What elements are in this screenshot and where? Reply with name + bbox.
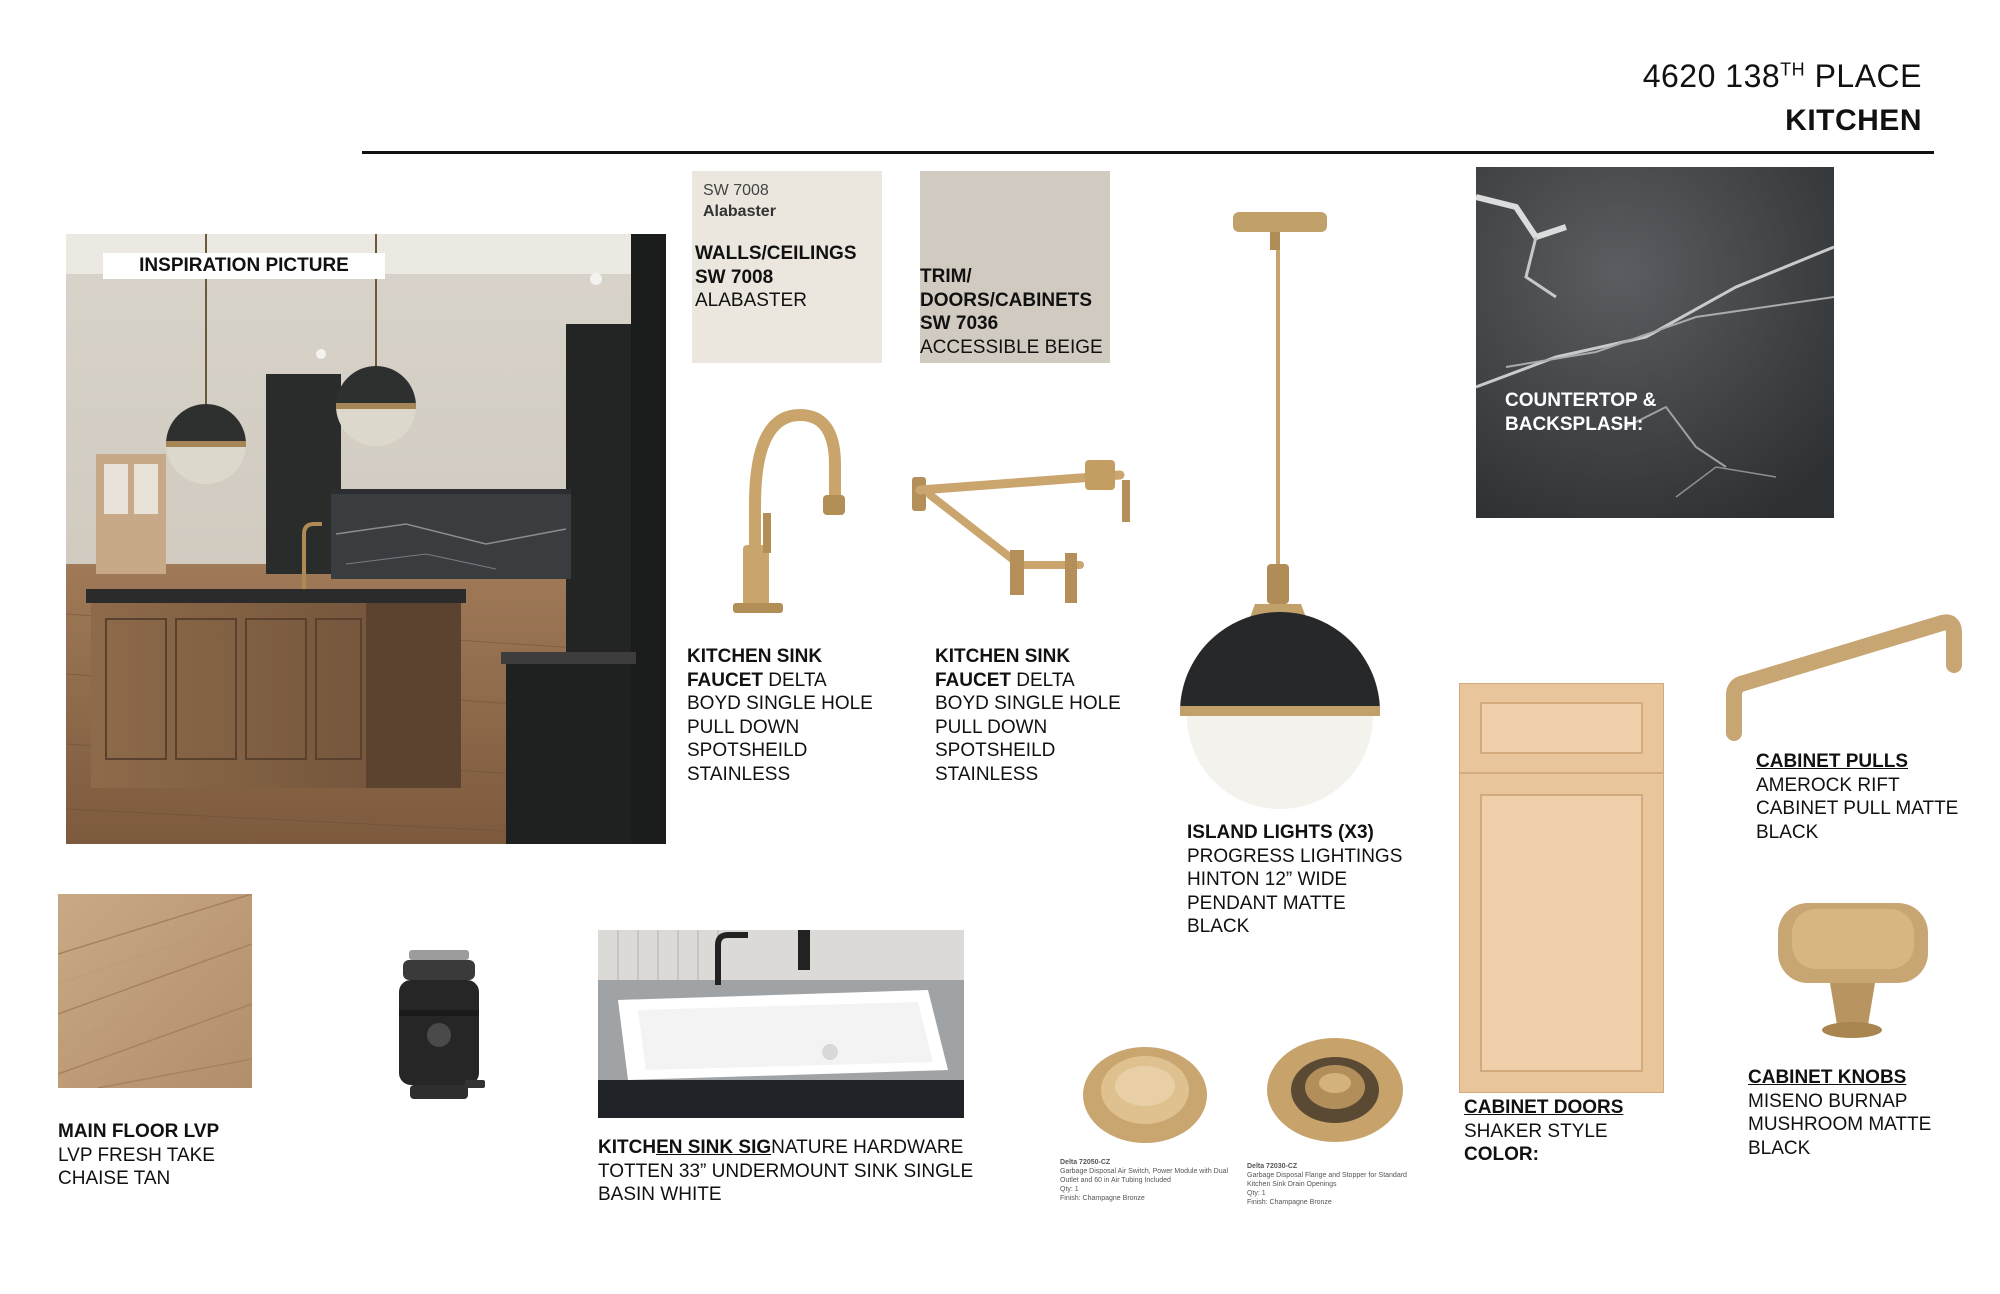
inspiration-photo [66, 234, 666, 844]
faucet-1-spec [687, 645, 873, 786]
island-lights-line-3: HINTON 12” WIDE [1187, 869, 1348, 890]
shaker-cabinet-door-image [1459, 683, 1664, 1093]
faucet-1-brand: DELTA [763, 669, 827, 691]
disposal-flange-image [1265, 1035, 1405, 1145]
cabinet-knobs-line-2: MUSHROOM MATTE [1748, 1114, 1932, 1135]
faucet-2-spec [935, 645, 1121, 786]
flange-spec [1247, 1162, 1422, 1207]
air-switch-image [1080, 1040, 1210, 1145]
faucet-1-line-5: SPOTSHEILD [687, 740, 808, 761]
cabinet-doors-spec [1464, 1096, 1623, 1167]
faucet-2-line-4: PULL DOWN [935, 716, 1048, 738]
air-switch-code: Delta 72050-CZ [1060, 1159, 1111, 1166]
inspiration-label-text: INSPIRATION PICTURE [139, 255, 349, 276]
cabinet-knobs-spec [1748, 1066, 1931, 1160]
cabinet-pulls-spec [1756, 750, 1958, 844]
trim-code: SW 7036 [920, 313, 999, 334]
address-suffix: PLACE [1805, 58, 1922, 94]
faucet-1-line-6: STAINLESS [687, 763, 791, 785]
walls-spec [695, 242, 857, 313]
flange-finish: Finish: Champagne Bronze [1247, 1199, 1332, 1206]
project-address [1643, 58, 1922, 95]
faucet-2-line-3: BOYD SINGLE HOLE [935, 693, 1121, 714]
sink-spec [598, 1136, 973, 1207]
faucet-2-line-5: SPOTSHEILD [935, 740, 1056, 761]
countertop-sample [1476, 167, 1834, 518]
cabinet-doors-style: SHAKER STYLE [1464, 1120, 1608, 1142]
sink-title-part-3: SIG [733, 1137, 772, 1158]
address-number: 4620 138 [1642, 58, 1781, 94]
kitchen-scene-image [66, 234, 666, 844]
pendant-light-image [1175, 212, 1385, 812]
kitchen-sink-image [598, 930, 964, 1118]
cabinet-pull-image [1722, 605, 1967, 745]
room-title: KITCHEN [1785, 104, 1922, 137]
cabinet-pulls-line-3: BLACK [1756, 821, 1819, 843]
trim-title-1: TRIM/ [920, 266, 972, 287]
island-lights-line-5: BLACK [1187, 916, 1250, 937]
island-lights-title: ISLAND LIGHTS (X3) [1187, 822, 1374, 843]
floor-line-3: CHAISE TAN [58, 1168, 171, 1189]
trim-title-2: DOORS/CABINETS [920, 289, 1093, 311]
sink-line-3: BASIN WHITE [598, 1184, 722, 1205]
sink-title-part-2: EN SINK [656, 1137, 734, 1158]
cabinet-knobs-title: CABINET KNOBS [1748, 1067, 1907, 1088]
cabinet-doors-title: CABINET DOORS [1464, 1097, 1624, 1118]
soapstone-texture-image [1476, 167, 1834, 518]
sink-brand: NATURE HARDWARE [771, 1137, 964, 1158]
cabinet-pulls-title: CABINET PULLS [1756, 751, 1908, 772]
header-divider [362, 151, 1934, 154]
cabinet-doors-color-label: COLOR: [1464, 1144, 1539, 1165]
flange-qty: Qty: 1 [1247, 1190, 1266, 1197]
faucet-2-line-6: STAINLESS [935, 763, 1039, 785]
countertop-label-1: COUNTERTOP & [1505, 390, 1657, 411]
flange-code: Delta 72030-CZ [1247, 1163, 1298, 1170]
cabinet-knobs-line-3: BLACK [1748, 1137, 1811, 1159]
faucet-1-title-2: FAUCET [687, 669, 763, 691]
cabinet-knobs-line-1: MISENO BURNAP [1748, 1090, 1908, 1112]
island-lights-line-4: PENDANT MATTE [1187, 892, 1346, 914]
air-switch-desc: Garbage Disposal Air Switch, Power Module with Dual Outlet and 60 in Air Tubing Included [1060, 1168, 1229, 1184]
sink-title-part-1: KITCH [598, 1137, 657, 1158]
trim-spec [920, 265, 1103, 359]
faucet-1-title: KITCHEN SINK [687, 646, 823, 667]
walls-color-name: ALABASTER [695, 290, 807, 311]
air-switch-finish: Finish: Champagne Bronze [1060, 1195, 1145, 1202]
floor-line-2: LVP FRESH TAKE [58, 1144, 215, 1166]
swatch-code: SW 7008 [703, 182, 769, 199]
swatch-name: Alabaster [703, 203, 776, 220]
cabinet-pulls-line-1: AMEROCK RIFT [1756, 774, 1900, 796]
pull-down-faucet-image [715, 395, 845, 615]
walls-title: WALLS/CEILINGS [695, 243, 857, 264]
floor-spec [58, 1120, 219, 1191]
garbage-disposal-image [395, 950, 490, 1105]
inspiration-label [103, 253, 385, 279]
countertop-label-2: BACKSPLASH: [1505, 413, 1644, 435]
air-switch-spec [1060, 1158, 1230, 1203]
faucet-2-title-2: FAUCET [935, 669, 1011, 691]
faucet-1-line-4: PULL DOWN [687, 716, 800, 738]
paint-swatch-trim [920, 171, 1110, 363]
countertop-label [1505, 389, 1656, 436]
walls-code: SW 7008 [695, 266, 774, 288]
faucet-1-line-3: BOYD SINGLE HOLE [687, 693, 873, 714]
pot-filler-faucet-image [910, 455, 1145, 615]
cabinet-pulls-line-2: CABINET PULL MATTE [1756, 798, 1959, 819]
sink-line-2: TOTTEN 33” UNDERMOUNT SINK SINGLE [598, 1160, 974, 1182]
floor-title: MAIN FLOOR LVP [58, 1121, 220, 1142]
island-lights-spec [1187, 821, 1402, 939]
paint-swatch-walls [692, 171, 882, 363]
air-switch-qty: Qty: 1 [1060, 1186, 1079, 1193]
address-superscript: TH [1780, 59, 1806, 80]
flange-desc: Garbage Disposal Flange and Stopper for Standard Kitchen Sink Drain Openings [1247, 1172, 1407, 1188]
cabinet-knob-image [1770, 895, 1935, 1045]
faucet-2-title: KITCHEN SINK [935, 646, 1071, 667]
trim-color-name: ACCESSIBLE BEIGE [920, 336, 1103, 358]
faucet-2-brand: DELTA [1011, 669, 1075, 691]
lvp-floor-sample [58, 894, 252, 1088]
island-lights-line-2: PROGRESS LIGHTINGS [1187, 845, 1403, 867]
